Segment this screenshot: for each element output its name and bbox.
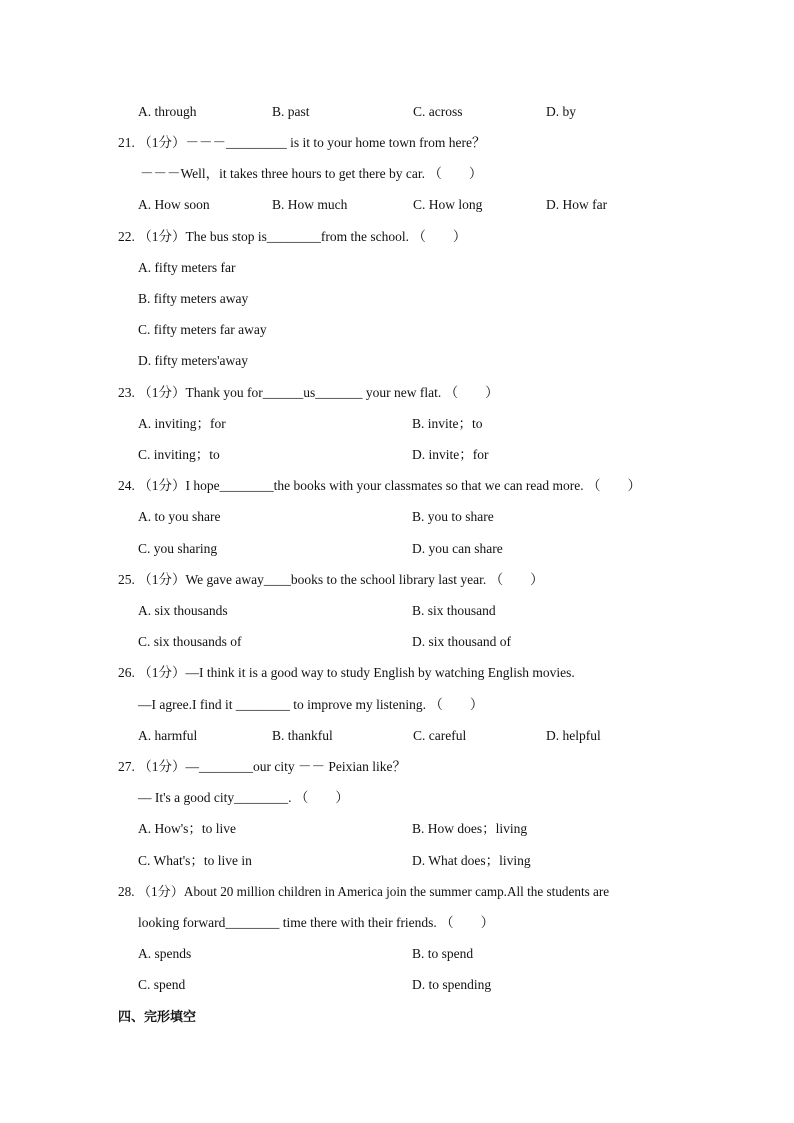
q20-option-a: A. through — [138, 104, 197, 119]
q23-option-a: A. inviting；for — [138, 416, 226, 431]
q22-stem: 22. （1分）The bus stop is________from the school. （ ） — [118, 229, 467, 244]
q24-stem: 24. （1分）I hope________the books with your classmates so that we can read more. （ ） — [118, 478, 642, 493]
q27-stem: 27. （1分）—________our city －－ Peixian like？ — [118, 759, 406, 774]
q27-option-d: D. What does；living — [412, 853, 531, 868]
q23-option-c: C. inviting；to — [138, 447, 220, 462]
q25-option-d: D. six thousand of — [412, 634, 511, 649]
q26-option-b: B. thankful — [272, 728, 333, 743]
q26-option-c: C. careful — [413, 728, 467, 743]
q25-stem: 25. （1分）We gave away____books to the school library last year. （ ） — [118, 572, 544, 587]
q27-reply: — It's a good city________. （ ） — [138, 790, 349, 805]
q26-option-d: D. helpful — [546, 728, 601, 743]
q24-option-d: D. you can share — [412, 541, 503, 556]
q21-option-d: D. How far — [546, 197, 608, 212]
q28-option-a: A. spends — [138, 946, 192, 961]
q21-option-b: B. How much — [272, 197, 348, 212]
q21-option-c: C. How long — [413, 197, 483, 212]
q24-option-a: A. to you share — [138, 509, 221, 524]
q28-option-d: D. to spending — [412, 977, 492, 992]
q28-stem-continued: looking forward________ time there with their friends. （ ） — [138, 915, 495, 930]
q27-option-c: C. What's；to live in — [138, 853, 252, 868]
q26-stem: 26. （1分）—I think it is a good way to study English by watching English movies. — [118, 665, 575, 680]
q25-option-b: B. six thousand — [412, 603, 496, 618]
q26-option-a: A. harmful — [138, 728, 198, 743]
q25-option-a: A. six thousands — [138, 603, 228, 618]
q22-option-b: B. fifty meters away — [138, 291, 249, 306]
q23-option-d: D. invite；for — [412, 447, 489, 462]
q20-option-c: C. across — [413, 104, 463, 119]
q22-option-c: C. fifty meters far away — [138, 322, 267, 337]
q22-option-d: D. fifty meters'away — [138, 353, 249, 368]
section-heading-cloze: 四、完形填空 — [118, 1010, 197, 1025]
q28-option-b: B. to spend — [412, 946, 474, 961]
q24-option-c: C. you sharing — [138, 541, 218, 556]
q25-option-c: C. six thousands of — [138, 634, 242, 649]
q27-option-a: A. How's；to live — [138, 821, 237, 836]
q21-stem: 21. （1分）－－－_________ is it to your home town from here？ — [118, 135, 486, 150]
q28-stem: 28. （1分）About 20 million children in America join the summer camp.All the students are — [118, 884, 610, 899]
q24-option-b: B. you to share — [412, 509, 494, 524]
q23-option-b: B. invite；to — [412, 416, 483, 431]
q27-option-b: B. How does；living — [412, 821, 528, 836]
q20-option-d: D. by — [546, 104, 576, 119]
q20-option-b: B. past — [272, 104, 310, 119]
q22-option-a: A. fifty meters far — [138, 260, 236, 275]
q21-reply: －－－Well，it takes three hours to get there by car. （ ） — [140, 166, 483, 181]
q26-reply: —I agree.I find it ________ to improve my listening. （ ） — [138, 697, 484, 712]
q21-option-a: A. How soon — [138, 197, 210, 212]
q23-stem: 23. （1分）Thank you for______us_______ your new flat. （ ） — [118, 385, 499, 400]
q28-option-c: C. spend — [138, 977, 186, 992]
